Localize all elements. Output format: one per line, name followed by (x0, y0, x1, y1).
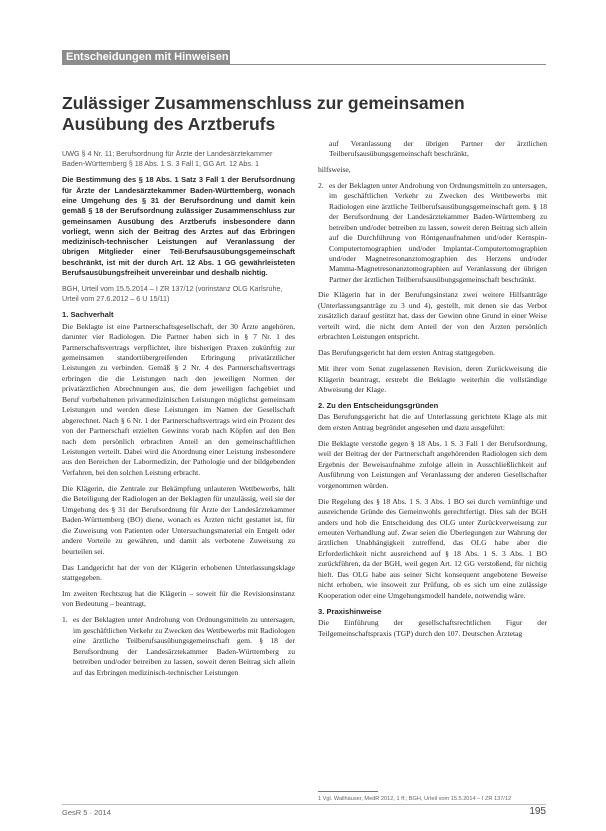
list-text: auf Veranlassung der übrigen Partner der ärztlichen Teilberufsausübungsgemeinschaft beschränkt, (329, 139, 547, 159)
paragraph: Die Klägerin, die Zentrale zur Bekämpfung unlauteren Wettbewerbs, hält die Beteiligung der Radiologen an der Beklagten für unzulässig, weil sie der Umgehung des § 31 der Berufsordnung für Ärzte der Landesärztekammer Baden-Württemberg (BO) diene, wonach es Ärzten nicht gestattet ist, für die Zuweisung von Patienten oder Untersuchungsmaterial ein Entgelt oder andere Vorteile zu gewähren, und damit als verbotene Zuweisung zu beurteilen sei. (62, 483, 295, 556)
footnote-rule (318, 791, 378, 792)
paragraph: Die Beklagte ist eine Partnerschaftsgesellschaft, der 30 Ärzte angehören, darunter vier Radiologen. Die Partner haben sich in § 7 Nr. 1 des Partnerschaftsvertrags verpflichtet, ihre bisherigen Praxen zukünftig zur gemeinsamen standortübergreifenden Erbringung privatärztlicher Leistungen zu verbinden. Gemäß § 2 Nr. 4 des Partnerschaftsvertrags erbringen die die Leistungen nach den jeweiligen Normen der privatärztlichen Abrechnungen aus, die dem jeweiligen fachgebiet und Beruf vorbehaltenen privatmedizinischen Leistungen möglichst gemeinsam Leistungen und werden diese Leistungen im Namen der Gesellschaft abgerechnet. Nach § 6 Nr. 1 der Partnerschaftsvertrags wird ein Prozent des von der Partnerschaft erzielten Gewinns vorab nach Köpfen auf den Ben nach dem persönlich erbrachten Anteil an den gemeinschaftlichen Leistungen verteilt. Dabei wird die Anordnung einer Leistung insbesondere aus den Bereichen der Labormedizin, der Pathologie und der bildgebenden Verfahren, bei den solchen Leistung erbracht. (62, 321, 295, 477)
paragraph: Das Berufungsgericht hat die auf Unterlassung gerichtete Klage als mit dem ersten Antrag begründet angesehen und dazu ausgeführt: (318, 412, 547, 432)
paragraph: Im zweiten Rechtszug hat die Klägerin – soweit für die Revisionsinstanz von Bedeutung – beantragt, (62, 588, 295, 609)
paragraph: Das Berufungsgericht hat dem ersten Antrag stattgegeben. (318, 348, 495, 358)
list-text: es der Beklagten unter Androhung von Ordnungsmitteln zu untersagen, im geschäftlichen Verkehr zu Zwecken des Wettbewerbs mit Radiologen eine ärztliche Teilberufsausübungsgemeinschaft gem. § 18 der Berufsordnung der Landesärztekammer Baden-Württemberg zu betreiben und/oder betreiben zu lassen, soweit deren Beitrag sich allein auf das Erbringen medizinisch-technischer Leistungen (73, 615, 295, 677)
right-column (318, 139, 547, 645)
heading-entscheidungsgruende: 2. Zu den Entscheidungsgründen (318, 400, 439, 410)
headnote: Die Bestimmung des § 18 Abs. 1 Satz 3 Fall 1 der Berufsordnung für Ärzte der Landesärztekammer Baden-Württemberg, wonach eine Umgehung des § 31 der Berufsordnung und damit kein gemäß § 18 der Berufsordnung zulässiger Zusammenschluss zur gemeinsamen Ausübung des Arztberufs insbesondere dann vorliegt, wenn sich der Beitrag des Arztes auf das Erbringen medizinisch-technischer Leistungen auf Veranlassung der übrigen Mitglieder einer Teil-Berufsausübungsgemeinschaft beschränkt, ist mit der durch Art. 12 Abs. 1 GG gewährleisteten Berufsausübungsfreiheit unvereinbar und deshalb nichtig. (62, 175, 295, 277)
list-item (318, 181, 547, 286)
paragraph: Die Beklagte verstoße gegen § 18 Abs. 1 S. 3 Fall 1 der Berufsordnung, weil der Beitrag der der Partnerschaft angehörenden Radiologen sich dem Ergebnis der Beweisaufnahme zufolge allein in Ausschließlichkeit auf Ausführung von Leistungen auf Veranlassung der anderen Gesellschafter vorgenommen würden. (318, 438, 547, 490)
footnote: 1 Vgl. Wallhäuser, MedR 2012, 1 ff.; BGH, Urteil vom 15.5.2014 – I ZR 137/12 (318, 796, 512, 802)
paragraph: hilfsweise, (318, 164, 351, 174)
paragraph: Das Landgericht hat der von der Klägerin erhobenen Unterlassungsklage stattgegeben. (62, 562, 295, 583)
heading-sachverhalt: 1. Sachverhalt (62, 310, 114, 320)
paragraph: Die Regelung des § 18 Abs. 1 S. 3 Abs. 1 BO sei durch vernünftige und ausreichende Gründe des Gemeinwohls gerechtfertigt. Dies sah der BGH anders und hob die Entscheidung des OLG unter Zurückverweisung zur erneuten Verhandlung auf. Zwar seien die Überlegungen zur Wahrung der ärztlichen Unabhängigkeit zutreffend, das OLG habe aber die Erforderlichkeit nicht ausreichend auf § 18 Abs. 1 S. 3 Abs. 1 BO zurückführen, da der BGH, weil gegen Art. 12 GG verstoßend, für nichtig hielt. Das OLG habe aus seiner Sicht konsequent angebotene Beweise nicht erhoben, wie insoweit zur Prüfung, ob es sich um eine zulässige Kooperation oder eine Umgehungsmodell handele, notwendig wäre. (318, 496, 547, 600)
list-item (62, 615, 295, 678)
norm-citation: UWG § 4 Nr. 11; Berufsordnung für Ärzte der Landesärztekammer Baden-Württemberg § 18 Abs. 1 S. 3 Fall 1, GG Art. 12 Abs. 1 (62, 149, 273, 169)
section-label: Entscheidungen mit Hinweisen (62, 50, 230, 65)
section-rule (230, 64, 546, 65)
footer-rule (62, 804, 546, 805)
left-column (62, 149, 295, 683)
decision-citation: BGH, Urteil vom 15.5.2014 – I ZR 137/12 (vorinstanz OLG Karlsruhe, Urteil vom 27.6.2012 – 6 U 15/11) (62, 283, 283, 304)
heading-praxishinweise: 3. Praxishinweise (318, 606, 382, 616)
list-text: es der Beklagten unter Androhung von Ordnungsmitteln zu untersagen, im geschäftlichen Verkehr zu Zwecken des Wettbewerbs mit Radiologen eine ärztliche Teilberufsausübungsgemeinschaft gem. § 18 der Berufsordnung der Landesärztekammer Baden-Württemberg zu betreiben und/oder betreiben zu lassen, soweit deren Beitrag sich allein auf die Durchführung von Röntgenaufnahmen und/oder Kernspin-Computertomographien und/oder Implantat-Computertomographien und/oder Magnetresonanztomographien des Herzens und/oder Mamma-Magnetresonanztomographien auf Veranlassung der übrigen Partner der ärztlichen Teilberufsausübungsgemeinschaft beschränkt. (329, 180, 547, 284)
list-item-continuation (318, 139, 547, 160)
article-title: Zulässiger Zusammenschluss zur gemeinsamen Ausübung des Arztberufs (62, 93, 465, 134)
paragraph: Mit ihrer vom Senat zugelassenen Revision, deren Zurückweisung die Klägerin beantragt, erstrebt die Beklagte weiterhin die vollständige Abweisung der Klage. (318, 364, 547, 395)
paragraph: Die Klägerin hat in der Berufungsinstanz zwei weitere Hilfsanträge (Unterlassungsanträge zu 3 und 4), gestellt, mit denen sie das Verbot zusätzlich darauf gestützt hat, dass der Gewinn ohne Grund in einer Weise verteilt wird, die nicht dem Anteil der von den Ärzten persönlich erbrachten Leistungen entspricht. (318, 290, 547, 342)
list-number: 1. (62, 615, 68, 625)
journal-issue: GesR 5 · 2014 (62, 808, 111, 817)
paragraph: Die Einführung der gesellschaftsrechtlichen Figur der Teilgemeinschaftspraxis (TGP) durch den 107. Deutschen Ärztetag (318, 618, 547, 638)
page-number: 195 (529, 806, 546, 817)
list-number: 2. (318, 180, 324, 190)
